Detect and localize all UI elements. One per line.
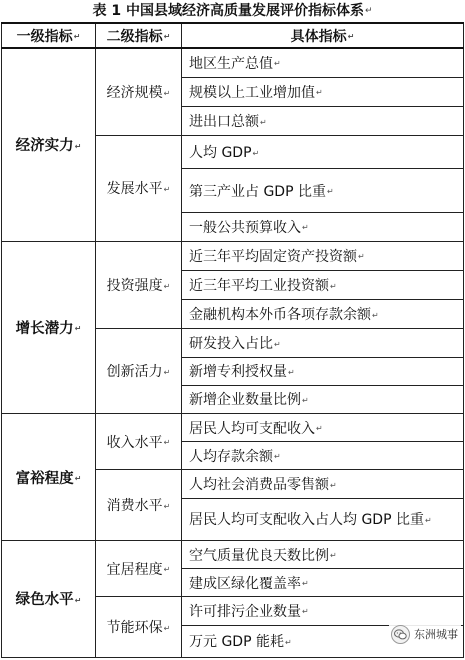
table-row xyxy=(2,241,464,270)
level2-cell xyxy=(96,414,182,470)
level2-cell xyxy=(96,136,182,242)
header-cell-specific xyxy=(182,23,464,48)
indicator-label: 人均社会消费品零售额 xyxy=(189,477,329,494)
paragraph-mark: ↵ xyxy=(302,579,309,589)
level2-cell xyxy=(96,48,182,136)
level1-label: 增长潜力 xyxy=(15,320,74,337)
paragraph-mark: ↵ xyxy=(163,32,171,41)
indicator-cell xyxy=(182,48,464,77)
level1-cell xyxy=(2,414,96,541)
paragraph-mark: ↵ xyxy=(163,367,171,377)
paragraph-mark: ↵ xyxy=(330,480,337,490)
paragraph-mark: ↵ xyxy=(316,424,323,434)
level2-label: 收入水平 xyxy=(106,434,163,451)
indicator-cell xyxy=(182,271,464,300)
level1-cell xyxy=(2,241,96,413)
header-label: 具体指标 xyxy=(290,28,347,45)
paragraph-mark: ↵ xyxy=(274,452,281,462)
indicator-cell xyxy=(182,136,464,169)
paragraph-mark: ↵ xyxy=(252,148,260,158)
level2-label: 消费水平 xyxy=(106,498,163,515)
level1-cell xyxy=(2,540,96,657)
indicator-cell xyxy=(182,241,464,270)
header-cell-level1 xyxy=(2,23,96,48)
header-row xyxy=(2,23,464,48)
indicator-label: 研发投入占比 xyxy=(189,336,273,353)
indicator-label: 规模以上工业增加值 xyxy=(189,84,315,101)
level2-label: 发展水平 xyxy=(106,181,163,198)
paragraph-mark: ↵ xyxy=(364,6,373,16)
paragraph-mark: ↵ xyxy=(163,565,171,575)
level2-cell xyxy=(96,470,182,541)
indicator-cell xyxy=(182,357,464,385)
indicator-cell xyxy=(182,106,464,135)
paragraph-mark: ↵ xyxy=(163,88,171,98)
level1-cell xyxy=(2,48,96,241)
header-label: 二级指标 xyxy=(106,28,163,45)
indicator-label: 金融机构本外币各项存款余额 xyxy=(189,307,371,324)
indicator-label: 许可排污企业数量 xyxy=(189,603,301,620)
paragraph-mark: ↵ xyxy=(347,32,355,41)
paragraph-mark: ↵ xyxy=(163,281,171,291)
level2-cell xyxy=(96,329,182,414)
paragraph-mark: ↵ xyxy=(316,88,323,98)
paragraph-mark: ↵ xyxy=(284,637,292,647)
paragraph-mark: ↵ xyxy=(288,367,295,377)
indicator-cell xyxy=(182,470,464,498)
level2-label: 节能环保 xyxy=(106,620,163,637)
paragraph-mark: ↵ xyxy=(163,184,171,194)
level2-cell xyxy=(96,597,182,658)
indicator-cell xyxy=(182,414,464,442)
indicator-label: 新增专利授权量 xyxy=(189,364,287,381)
paragraph-mark: ↵ xyxy=(330,281,337,291)
level2-label: 创新活力 xyxy=(106,364,163,381)
indicator-label: 人均存款余额 xyxy=(189,448,273,465)
indicator-cell xyxy=(182,442,464,470)
indicator-cell xyxy=(182,77,464,106)
table-row xyxy=(2,48,464,77)
indicator-label: 万元 GDP 能耗 xyxy=(189,634,284,651)
paragraph-mark: ↵ xyxy=(74,595,82,605)
indicator-cell xyxy=(182,540,464,568)
indicator-label: 进出口总额 xyxy=(189,114,259,130)
indicator-cell xyxy=(182,569,464,597)
watermark-text: 东洲城事 xyxy=(414,628,458,641)
paragraph-mark: ↵ xyxy=(302,223,309,233)
table-row xyxy=(2,540,464,568)
header-cell-level2 xyxy=(96,23,182,48)
paragraph-mark: ↵ xyxy=(302,607,309,617)
paragraph-mark: ↵ xyxy=(358,252,365,262)
paragraph-mark: ↵ xyxy=(274,339,281,349)
level1-label: 富裕程度 xyxy=(15,470,74,487)
paragraph-mark: ↵ xyxy=(74,141,82,151)
indicator-label: 新增企业数量比例 xyxy=(189,392,301,409)
table-caption xyxy=(0,3,465,19)
header-label: 一级指标 xyxy=(16,28,73,45)
paragraph-mark: ↵ xyxy=(74,474,82,484)
paragraph-mark: ↵ xyxy=(302,395,309,405)
indicator-label: 近三年平均固定资产投资额 xyxy=(189,248,357,265)
level2-label: 宜居程度 xyxy=(106,561,163,578)
wechat-watermark xyxy=(389,624,461,644)
indicator-label: 居民人均可支配收入占人均 GDP 比重 xyxy=(189,512,424,529)
paragraph-mark: ↵ xyxy=(74,324,82,334)
indicator-label: 居民人均可支配收入 xyxy=(189,420,315,437)
level2-cell xyxy=(96,241,182,329)
indicator-label: 第三产业占 GDP 比重 xyxy=(189,183,326,200)
paragraph-mark: ↵ xyxy=(163,623,171,633)
paragraph-mark: ↵ xyxy=(260,117,267,127)
indicator-label: 地区生产总值 xyxy=(189,55,273,72)
indicator-cell xyxy=(182,212,464,241)
level2-label: 投资强度 xyxy=(106,278,163,295)
indicator-label: 建成区绿化覆盖率 xyxy=(189,575,301,592)
level1-label: 经济实力 xyxy=(15,138,74,155)
indicator-label: 人均 GDP xyxy=(189,145,252,162)
paragraph-mark: ↵ xyxy=(163,438,171,448)
level1-label: 绿色水平 xyxy=(15,592,74,609)
wechat-logo-shape xyxy=(394,629,407,640)
paragraph-mark: ↵ xyxy=(163,501,171,511)
indicator-table xyxy=(1,22,464,658)
level2-label: 经济规模 xyxy=(106,85,163,102)
indicator-label: 近三年平均工业投资额 xyxy=(189,278,329,295)
caption-text: 表 1 中国县域经济高质量发展评价指标体系 xyxy=(92,3,364,19)
paragraph-mark: ↵ xyxy=(274,59,281,69)
paragraph-mark: ↵ xyxy=(372,310,379,320)
indicator-cell xyxy=(182,597,464,625)
indicator-cell xyxy=(182,300,464,329)
indicator-cell xyxy=(182,498,464,540)
indicator-cell xyxy=(182,169,464,212)
paragraph-mark: ↵ xyxy=(330,551,337,561)
paragraph-mark: ↵ xyxy=(424,515,432,525)
indicator-label: 空气质量优良天数比例 xyxy=(189,547,329,564)
level2-cell xyxy=(96,540,182,596)
table-row xyxy=(2,414,464,442)
paragraph-mark: ↵ xyxy=(326,187,334,196)
indicator-cell xyxy=(182,329,464,357)
indicator-label: 一般公共预算收入 xyxy=(189,219,301,236)
wechat-logo-icon xyxy=(391,625,410,644)
paragraph-mark: ↵ xyxy=(73,32,81,41)
indicator-cell xyxy=(182,385,464,413)
